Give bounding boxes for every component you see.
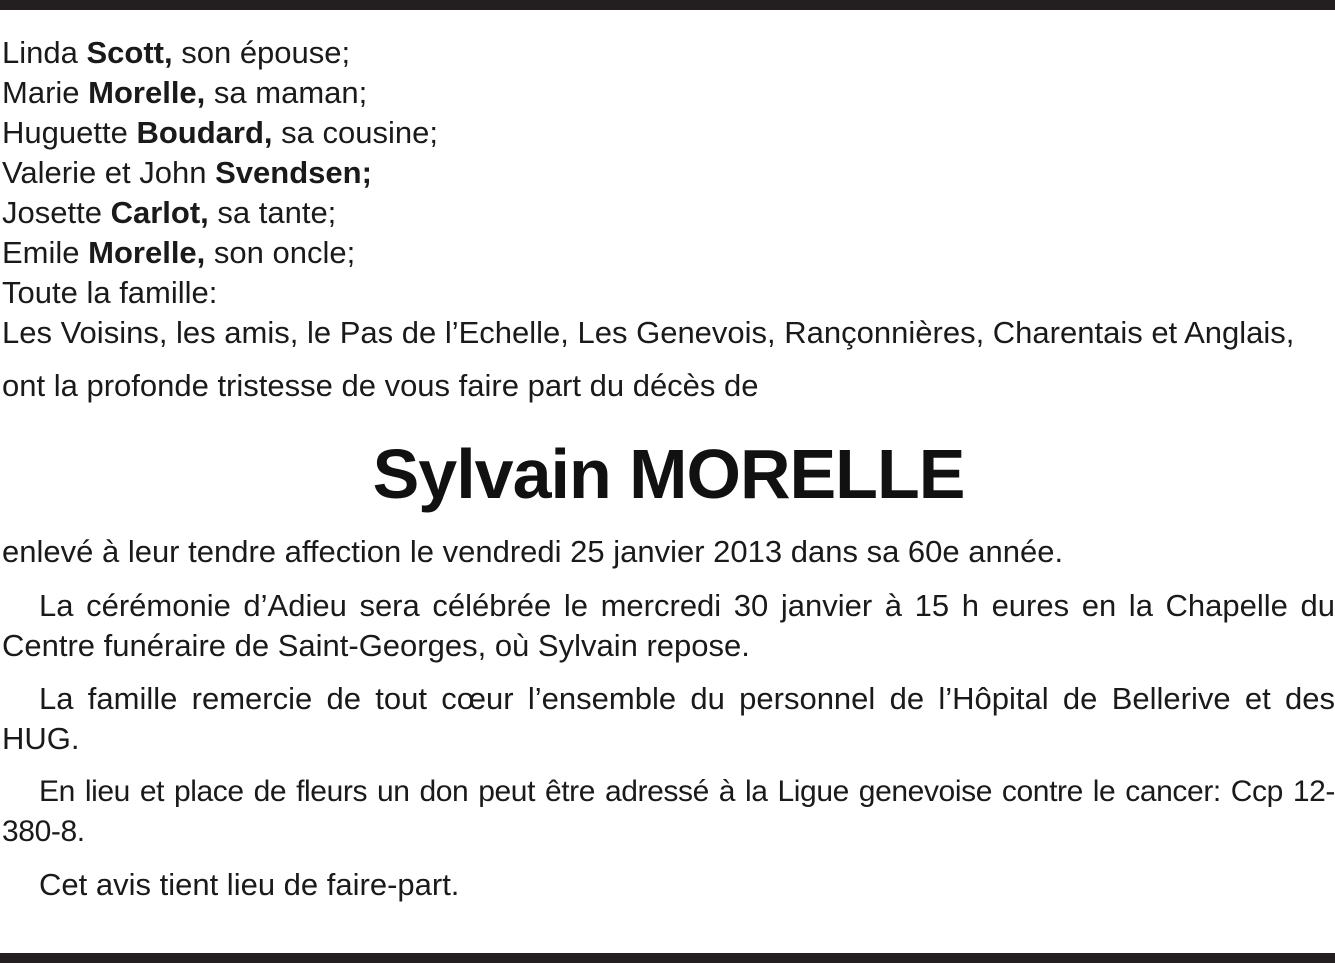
mourner-line bbox=[2, 73, 1335, 113]
bottom-rule bbox=[0, 953, 1335, 963]
mourner-relation: sa maman; bbox=[205, 75, 368, 110]
mourner-first-name: Marie bbox=[2, 75, 80, 110]
thanks-paragraph: La famille remercie de tout cœur l’ensemble du personnel de l’Hôpital de Bellerive et des HUG. bbox=[2, 681, 1335, 756]
closing-line: Cet avis tient lieu de faire-part. bbox=[39, 867, 460, 902]
passing-line: enlevé à leur tendre affection le vendredi 25 janvier 2013 dans sa 60e année. bbox=[2, 534, 1064, 569]
mourner-first-name: Josette bbox=[2, 195, 102, 230]
mourner-last-name: Scott, bbox=[86, 35, 173, 70]
family-line: Toute la famille: bbox=[2, 275, 218, 310]
mourner-first-name: Emile bbox=[2, 235, 80, 270]
mourner-last-name: Carlot, bbox=[110, 195, 209, 230]
mourner-relation: son oncle; bbox=[205, 235, 356, 270]
mourner-line bbox=[2, 233, 1335, 273]
mourner-line bbox=[2, 153, 1335, 193]
neighbours-paragraph: Les Voisins, les amis, le Pas de l’Echelle, Les Genevois, Rançonnières, Charentais et Anglais, bbox=[2, 315, 1295, 350]
donation-paragraph: En lieu et place de fleurs un don peut être adressé à la Ligue genevoise contre le cancer: Ccp 12-380-8. bbox=[2, 775, 1335, 848]
mourner-line bbox=[2, 33, 1335, 73]
announcement-line: ont la profonde tristesse de vous faire part du décès de bbox=[2, 368, 759, 403]
mourner-line bbox=[2, 193, 1335, 233]
mourner-relation: sa tante; bbox=[208, 195, 337, 230]
mourner-last-name: Svendsen; bbox=[215, 155, 372, 190]
mourner-relation: son épouse; bbox=[172, 35, 351, 70]
mourner-first-name: Huguette bbox=[2, 115, 128, 150]
deceased-name: Sylvain MORELLE bbox=[372, 435, 965, 513]
mourner-last-name: Boudard, bbox=[136, 115, 273, 150]
ceremony-paragraph: La cérémonie d’Adieu sera célébrée le mercredi 30 janvier à 15 h eures en la Chapelle du Centre funéraire de Saint-Georges, où Sylvain repose. bbox=[2, 588, 1335, 663]
top-rule bbox=[0, 0, 1335, 10]
mourner-relation: sa cousine; bbox=[272, 115, 438, 150]
mourner-line bbox=[2, 113, 1335, 153]
mourner-first-name: Valerie et John bbox=[2, 155, 207, 190]
obituary-notice bbox=[2, 33, 1335, 905]
mourner-last-name: Morelle, bbox=[88, 235, 206, 270]
mourner-last-name: Morelle, bbox=[88, 75, 206, 110]
mourner-first-name: Linda bbox=[2, 35, 78, 70]
